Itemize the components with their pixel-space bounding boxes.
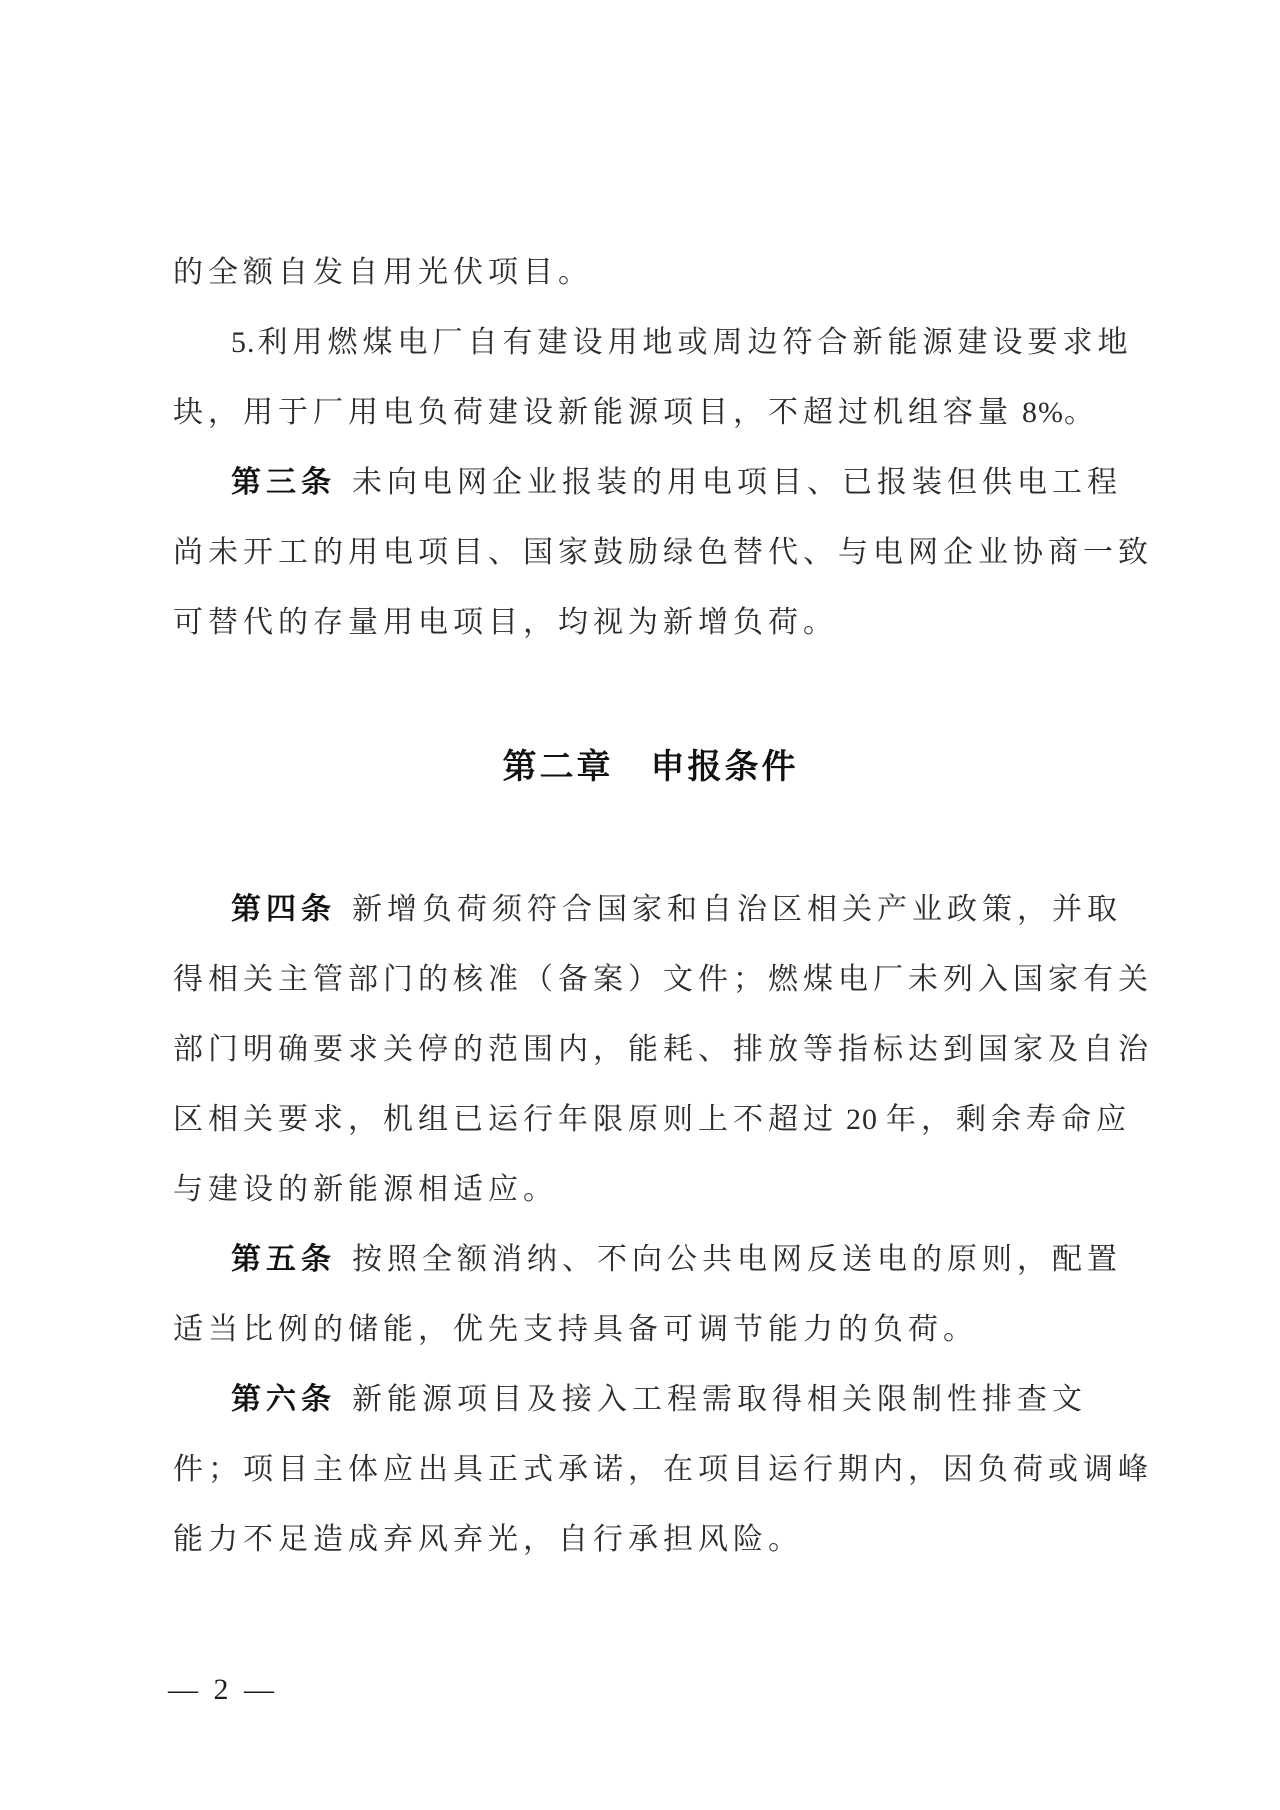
article4-line3: 部门明确要求关停的范围内，能耗、排放等指标达到国家及自治	[173, 1033, 1153, 1066]
article4-line1-text: 新增负荷须符合国家和自治区相关产业政策，并取	[352, 893, 1122, 926]
article3-line1	[173, 448, 1128, 518]
intro-continuation-line: 的全额自发自用光伏项目。	[173, 256, 593, 289]
item5-line1	[173, 308, 1133, 378]
article4-label: 第四条	[231, 893, 336, 926]
article4-years-value: 20	[846, 1103, 878, 1136]
item5-line2-end: 。	[1064, 396, 1099, 429]
article6-label: 第六条	[231, 1383, 336, 1416]
article4-line1	[173, 875, 1128, 945]
article5-line1-text: 按照全额消纳、不向公共电网反送电的原则，配置	[352, 1243, 1122, 1276]
text-block-lower	[173, 875, 1153, 1575]
article4-line4-text: 区相关要求，机组已运行年限原则上不超过	[173, 1103, 838, 1136]
article6-line1	[173, 1365, 1128, 1435]
item5-line2-text: 块，用于厂用电负荷建设新能源项目，不超过机组容量	[173, 396, 1013, 429]
article6-line3: 能力不足造成弃风弃光，自行承担风险。	[173, 1523, 803, 1556]
article4-line5: 与建设的新能源相适应。	[173, 1173, 558, 1206]
item5-line2	[173, 378, 1128, 448]
article5-line2: 适当比例的储能，优先支持具备可调节能力的负荷。	[173, 1313, 978, 1346]
article5-label: 第五条	[231, 1243, 336, 1276]
chapter-heading: 第二章 申报条件	[502, 748, 799, 786]
item5-marker: 5.	[231, 326, 256, 359]
article4-line2: 得相关主管部门的核准（备案）文件；燃煤电厂未列入国家有关	[173, 963, 1153, 996]
text-block-upper	[173, 238, 1153, 658]
article3-line2: 尚未开工的用电项目、国家鼓励绿色替代、与电网企业协商一致	[173, 536, 1153, 569]
article5-line1	[173, 1225, 1128, 1295]
item5-line1-text: 利用燃煤电厂自有建设用地或周边符合新能源建设要求地	[257, 326, 1133, 359]
article3-line3: 可替代的存量用电项目，均视为新增负荷。	[173, 606, 838, 639]
article3-label: 第三条	[231, 466, 336, 499]
article4-line4	[173, 1085, 1131, 1155]
article4-line4-end: 年，剩余寿命应	[886, 1103, 1131, 1136]
item5-percent-value: 8%	[1022, 396, 1064, 429]
page-number: — 2 —	[168, 1673, 278, 1706]
article6-line2: 件；项目主体应出具正式承诺，在项目运行期内，因负荷或调峰	[173, 1453, 1153, 1486]
article3-line1-text: 未向电网企业报装的用电项目、已报装但供电工程	[352, 466, 1122, 499]
article6-line1-text: 新能源项目及接入工程需取得相关限制性排查文	[352, 1383, 1087, 1416]
